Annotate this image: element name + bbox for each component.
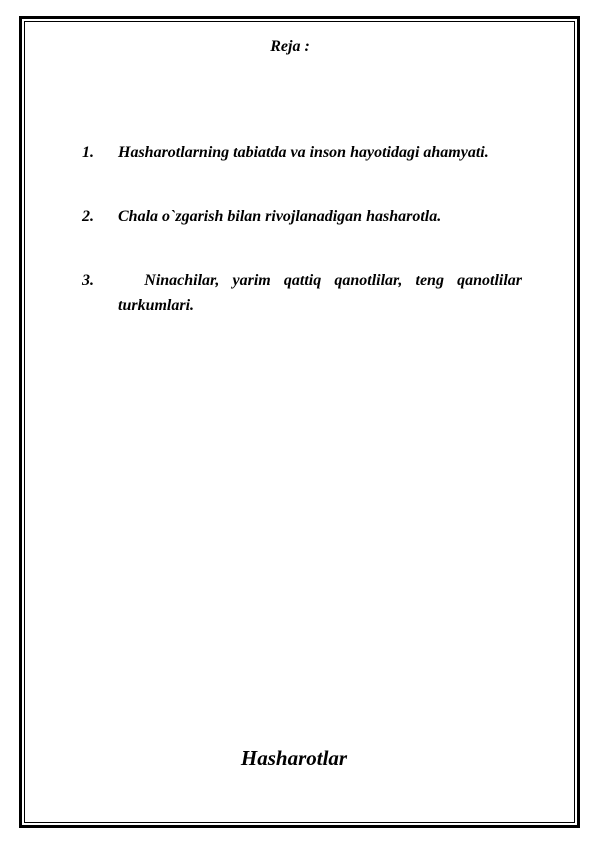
- plan-item-text: Chala o`zgarish bilan rivojlanadigan hasharotla.: [118, 208, 442, 225]
- plan-item-3: [82, 268, 522, 318]
- plan-item-number: 2.: [82, 208, 94, 225]
- plan-item-text: Hasharotlarning tabiatda va inson hayotidagi ahamyati.: [118, 144, 489, 161]
- plan-list: [82, 140, 522, 318]
- plan-item-text: Ninachilar, yarim qattiq qanotlilar, teng qanotlilar turkumlari.: [118, 272, 522, 314]
- plan-item-1: [82, 140, 522, 165]
- plan-item-number: 3.: [82, 272, 94, 289]
- footer-title: Hasharotlar: [240, 746, 348, 770]
- plan-title: Reja :: [270, 38, 310, 55]
- plan-item-number: 1.: [82, 144, 94, 161]
- plan-item-2: [82, 204, 522, 229]
